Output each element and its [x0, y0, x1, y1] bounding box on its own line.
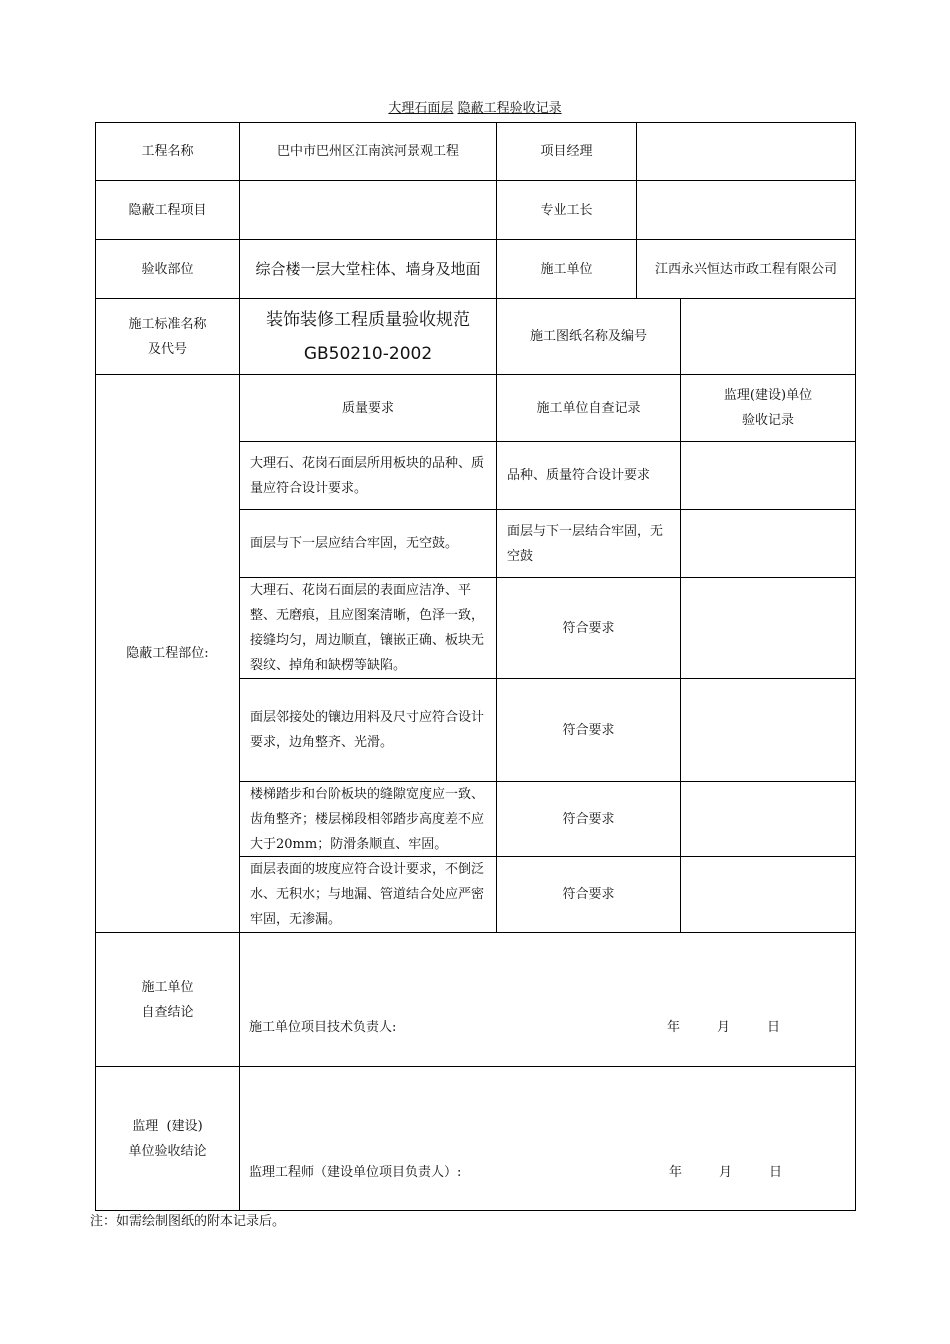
- requirement-cell: 大理石、花岗石面层的表面应洁净、平整、无磨痕，且应图案清晰，色泽一致，接缝均匀，周边顺直，镶嵌正确、板块无裂纹、掉角和缺楞等缺陷。: [239, 577, 497, 679]
- supervisor-cell: [680, 441, 856, 510]
- supervisor-conclusion-label-line1: 监理 (建设): [132, 1118, 203, 1134]
- construction-unit-value: 江西永兴恒达市政工程有限公司: [636, 239, 856, 299]
- supervisor-cell: [680, 856, 856, 933]
- col-supervisor-header: [680, 374, 856, 442]
- supervisor-cell: [680, 781, 856, 857]
- self-check-cell: 面层与下一层结合牢固，无空鼓: [496, 509, 681, 578]
- footer-note: 注：如需绘制图纸的附本记录后。: [90, 1214, 286, 1229]
- foreman-label: 专业工长: [496, 180, 637, 240]
- standard-label-line1: 施工标准名称: [128, 316, 207, 332]
- self-signer-label: 施工单位项目技术负责人:: [249, 1020, 397, 1035]
- standard-value-line1: 装饰装修工程质量验收规范: [266, 309, 470, 330]
- drawing-label: 施工图纸名称及编号: [496, 298, 681, 375]
- supervisor-signer-label: 监理工程师（建设单位项目负责人）:: [249, 1165, 462, 1180]
- self-check-cell: 符合要求: [496, 781, 681, 857]
- drawing-value: [680, 298, 856, 375]
- supervisor-month-label: 月: [719, 1165, 733, 1180]
- self-conclusion-label-line2: 自查结论: [141, 1004, 194, 1020]
- standard-value-line2: GB50210-2002: [303, 343, 433, 364]
- requirement-cell: 面层与下一层应结合牢固，无空鼓。: [239, 509, 497, 578]
- supervisor-conclusion-area: [239, 1066, 856, 1211]
- col-supervisor-line2: 验收记录: [741, 413, 794, 428]
- hidden-item-value: [239, 180, 497, 240]
- col-requirement-header: 质量要求: [239, 374, 497, 442]
- supervisor-day-label: 日: [769, 1165, 783, 1180]
- supervisor-cell: [680, 577, 856, 679]
- page-title: [0, 99, 950, 119]
- self-check-cell: 符合要求: [496, 678, 681, 782]
- self-check-cell: 符合要求: [496, 577, 681, 679]
- inspection-part-label: 验收部位: [95, 239, 240, 299]
- construction-unit-label: 施工单位: [496, 239, 637, 299]
- self-conclusion-label-line1: 施工单位: [141, 979, 194, 995]
- standard-label-line2: 及代号: [147, 341, 187, 357]
- inspection-part-value: 综合楼一层大堂柱体、墙身及地面: [239, 239, 497, 299]
- requirement-cell: 面层表面的坡度应符合设计要求，不倒泛水、无积水；与地漏、管道结合处应严密牢固，无渗漏。: [239, 856, 497, 933]
- supervisor-conclusion-label-line2: 单位验收结论: [128, 1143, 207, 1159]
- standard-value: [239, 298, 497, 375]
- col-supervisor-line1: 监理(建设)单位: [723, 388, 813, 403]
- requirement-cell: 楼梯踏步和台阶板块的缝隙宽度应一致、齿角整齐；楼层梯段相邻踏步高度差不应大于20mm；防滑条顺直、牢固。: [239, 781, 497, 857]
- hidden-item-label: 隐蔽工程项目: [95, 180, 240, 240]
- self-month-label: 月: [717, 1020, 731, 1035]
- self-year-label: 年: [667, 1020, 681, 1035]
- standard-label: [95, 298, 240, 375]
- title-material: 大理石面层: [388, 101, 454, 116]
- col-self-check-header: 施工单位自查记录: [496, 374, 681, 442]
- self-conclusion-label: [95, 932, 240, 1067]
- supervisor-cell: [680, 509, 856, 578]
- supervisor-year-label: 年: [669, 1165, 683, 1180]
- self-day-label: 日: [767, 1020, 781, 1035]
- self-conclusion-area: [239, 932, 856, 1067]
- hidden-section-label: 隐蔽工程部位:: [95, 374, 240, 933]
- project-name-value: 巴中市巴州区江南滨河景观工程: [239, 122, 497, 181]
- project-manager-label: 项目经理: [496, 122, 637, 181]
- self-check-cell: 品种、质量符合设计要求: [496, 441, 681, 510]
- supervisor-conclusion-label: [95, 1066, 240, 1211]
- title-main: 隐蔽工程验收记录: [457, 101, 562, 116]
- requirement-cell: 大理石、花岗石面层所用板块的品种、质量应符合设计要求。: [239, 441, 497, 510]
- requirement-cell: 面层邻接处的镶边用料及尺寸应符合设计要求，边角整齐、光滑。: [239, 678, 497, 782]
- project-name-label: 工程名称: [95, 122, 240, 181]
- project-manager-value: [636, 122, 856, 181]
- self-check-cell: 符合要求: [496, 856, 681, 933]
- foreman-value: [636, 180, 856, 240]
- supervisor-cell: [680, 678, 856, 782]
